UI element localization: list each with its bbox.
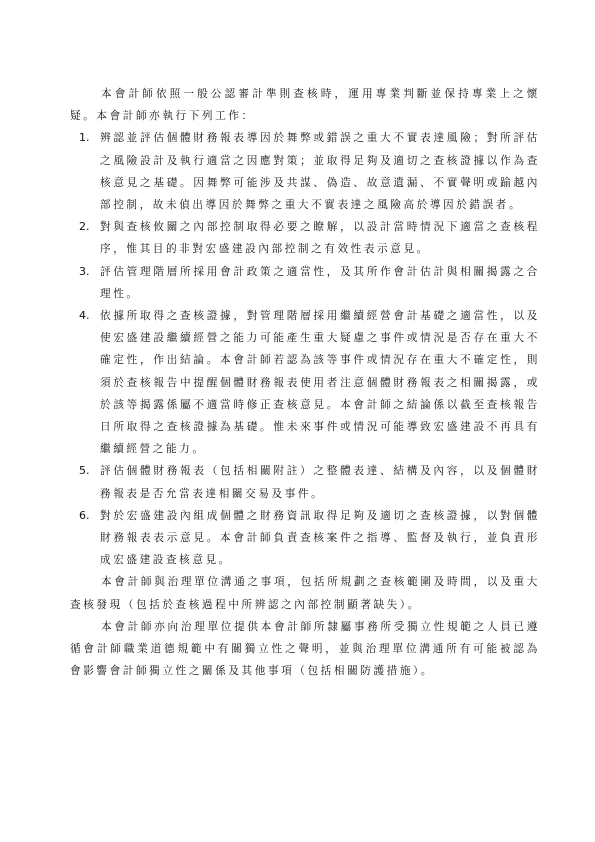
independence-paragraph: 本會計師亦向治理單位提供本會計師所隸屬事務所受獨立性規範之人員已遵循會計師職業道德規範中有關獨立性之聲明，並與治理單位溝通所有可能被認為會影響會計師獨立性之關係及其他事項（包括相關防護措施）。 [70,620,540,678]
item-number: 6. [79,508,90,522]
report-page [70,83,540,682]
item-number: 1. [79,131,90,145]
item-number: 2. [79,220,90,234]
list-item [70,127,540,216]
list-item [70,216,540,260]
communication-paragraph: 本會計師與治理單位溝通之事項，包括所規劃之查核範圍及時間，以及重大查核發現（包括於查核過程中所辨認之內部控制顯著缺失）。 [70,576,540,611]
list-item [70,261,540,305]
item-text: 對於宏盛建設內組成個體之財務資訊取得足夠及適切之查核證據，以對個體財務報表表示意見。本會計師負責查核案件之指導、監督及執行，並負責形成宏盛建設查核意見。 [100,509,540,567]
item-number: 3. [79,264,90,278]
intro-paragraph: 本會計師依照一般公認審計準則查核時，運用專業判斷並保持專業上之懷疑。本會計師亦執行下列工作： [70,88,540,123]
item-number: 5. [79,464,90,478]
item-text: 辨認並評估個體財務報表導因於舞弊或錯誤之重大不實表達風險；對所評估之風險設計及執行適當之因應對策；並取得足夠及適切之查核證據以作為查核意見之基礎。因舞弊可能涉及共謀、偽造、故意遺漏、不實聲明或踰越內部控制，故未偵出導因於舞弊之重大不實表達之風險高於導因於錯誤者。 [100,132,540,212]
procedures-list [70,127,540,571]
list-item [70,460,540,504]
list-item [70,505,540,572]
item-text: 對與查核攸關之內部控制取得必要之瞭解，以設計當時情況下適當之查核程序，惟其目的非對宏盛建設內部控制之有效性表示意見。 [100,221,540,256]
item-number: 4. [79,309,90,323]
item-text: 依據所取得之查核證據，對管理階層採用繼續經營會計基礎之適當性，以及使宏盛建設繼續經營之能力可能產生重大疑慮之事件或情況是否存在重大不確定性，作出結論。本會計師若認為該等事件或情況存在重大不確定性，則須於查核報告中提醒個體財務報表使用者注意個體財務報表之相關揭露，或於該等揭露係屬不適當時修正查核意見。本會計師之結論係以截至查核報告日所取得之查核證據為基礎。惟未來事件或情況可能導致宏盛建設不再具有繼續經營之能力。 [100,310,540,456]
item-text: 評估個體財務報表（包括相關附註）之整體表達、結構及內容，以及個體財務報表是否允當表達相關交易及事件。 [100,465,540,500]
item-text: 評估管理階層所採用會計政策之適當性，及其所作會計估計與相關揭露之合理性。 [100,265,540,300]
list-item [70,305,540,460]
